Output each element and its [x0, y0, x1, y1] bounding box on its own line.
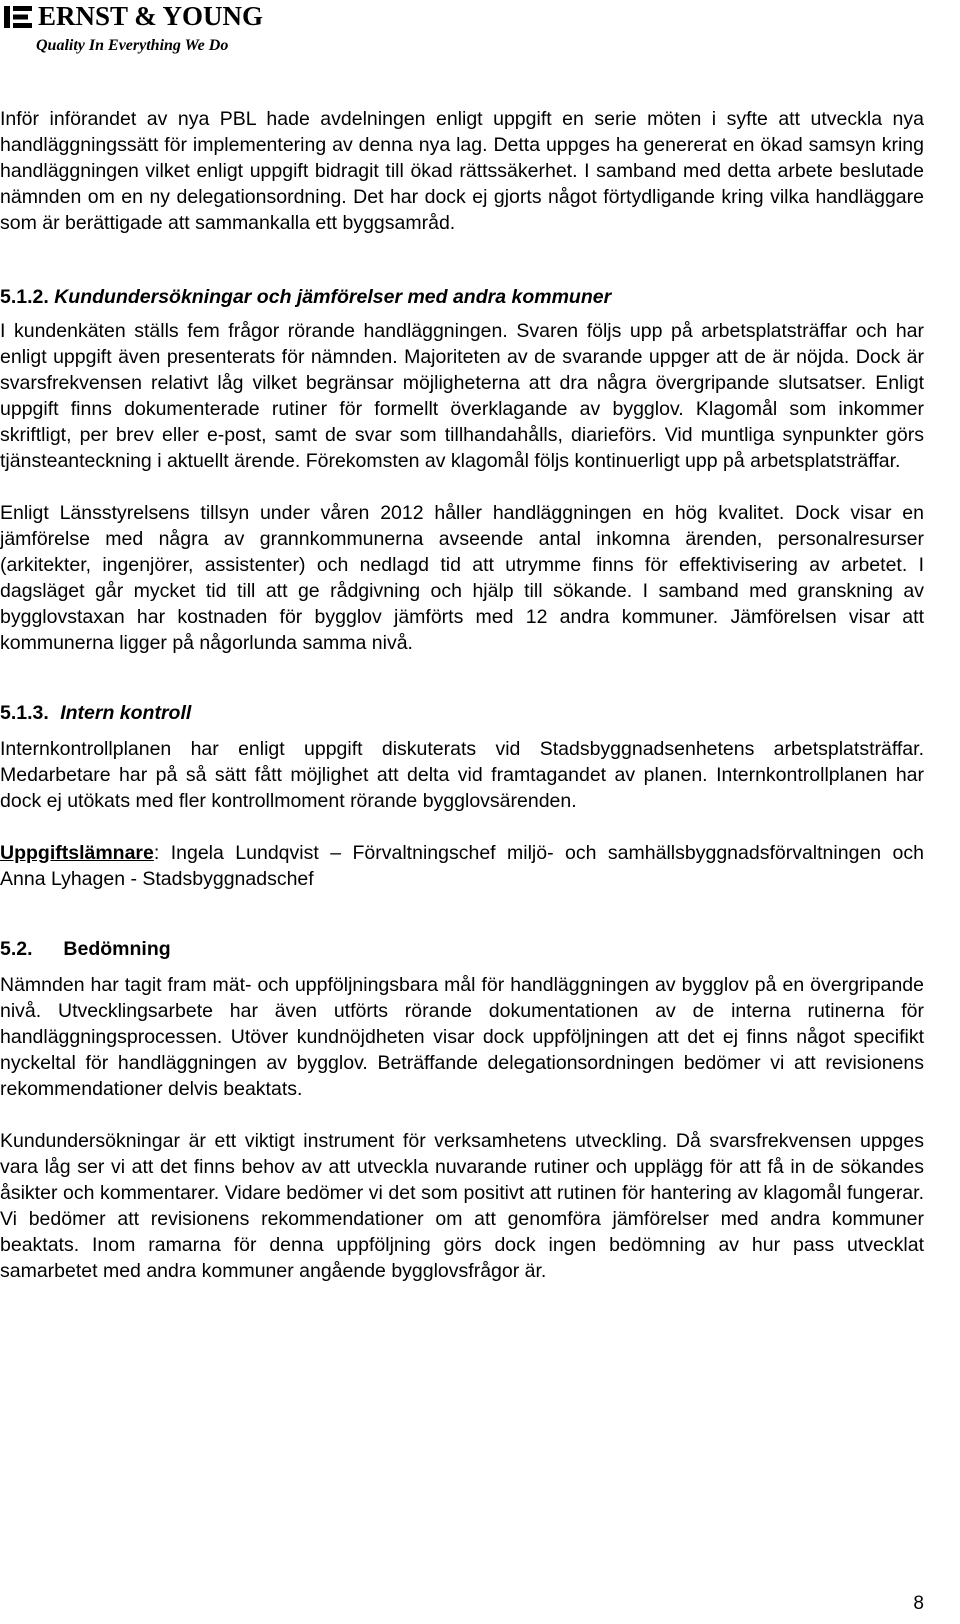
- logo-brand-text: ERNST & YOUNG: [38, 1, 264, 31]
- paragraph-lansstyrelsen: Enligt Länsstyrelsens tillsyn under våren 2012 håller handläggningen en hög kvalitet. Dock visar en jämförelse med några av grannkommunerna avseende antal inkomna ärenden, personalresurser (arkitekter, ingenjörer, assistenter) och nedlagd tid att utrymme finns för effektivisering av arbetet. I dagsläget går mycket tid till att ge rådgivning och hjälp till sökande. I samband med granskning av bygglovstaxan har kostnaden för bygglov jämförts med 12 andra kommuner. Jämförelsen visar att kommunerna ligger på någorlunda samma nivå.: [0, 502, 924, 654]
- informant-label: Uppgiftslämnare: [0, 842, 154, 864]
- section-title: Bedömning: [63, 938, 171, 960]
- section-title: Kundundersökningar och jämförelser med andra kommuner: [54, 286, 612, 308]
- section-heading-5-2: [0, 936, 924, 962]
- paragraph-kundundersokningar: Kundundersökningar är ett viktigt instrument för verksamhetens utveckling. Då svarsfrekvensen uppges vara låg ser vi att det finns behov av att utveckla nuvarande rutiner och upplägg för att få in de sökandes åsikter och kommentarer. Vidare bedömer vi det som positivt att rutinen för hantering av klagomål fungerar. Vi bedömer att revisionens rekommendationer om att genomföra jämförelser med andra kommuner beaktats. Inom ramarna för denna uppföljning görs dock ingen bedömning av hur pass utvecklat samarbetet med andra kommuner angående bygglovsfrågor är.: [0, 1130, 924, 1282]
- section-heading-5-1-2: [0, 284, 924, 310]
- section-number: 5.2.: [0, 938, 33, 960]
- section-heading-5-1-3: [0, 700, 924, 726]
- informant-text: : Ingela Lundqvist – Förvaltningschef miljö- och samhällsbyggnadsförvaltningen och Anna Lyhagen - Stadsbyggnadschef: [0, 842, 924, 890]
- paragraph-uppgiftslamnare: [0, 840, 924, 892]
- document-body: [0, 106, 924, 1284]
- paragraph-internkontroll: Internkontrollplanen har enligt uppgift diskuterats vid Stadsbyggnadsenhetens arbetsplatsträffar. Medarbetare har på så sätt fått möjlighet att delta vid framtagandet av planen. Internkontrollplanen har dock ej utökats med fler kontrollmoment rörande bygglovsärenden.: [0, 738, 924, 812]
- paragraph-kundenkat: I kundenkäten ställs fem frågor rörande handläggningen. Svaren följs upp på arbetsplatsträffar och har enligt uppgift även presenterats för nämnden. Majoriteten av de svarande uppger att de är nöjda. Dock är svarsfrekvensen relativt låg vilket begränsar möjligheterna att dra några övergripande slutsatser. Enligt uppgift finns dokumenterade rutiner för formellt överklagande av bygglov. Klagomål som inkommer skriftligt, per brev eller e-post, samt de svar som tillhandahålls, diarieförs. Vid muntliga synpunkter görs tjänsteanteckning i aktuellt ärende. Förekomsten av klagomål följs kontinuerligt upp på arbetsplatsträffar.: [0, 320, 924, 472]
- paragraph-pbl-intro: Inför införandet av nya PBL hade avdelningen enligt uppgift en serie möten i syfte att utveckla nya handläggningssätt för implementering av denna nya lag. Detta uppges ha genererat en ökad samsyn kring handläggningen vilket enligt uppgift bidragit till ökad rättssäkerhet. I samband med detta arbete beslutade nämnden om en ny delegationsordning. Det har dock ej gjorts något förtydligande kring vilka handläggare som är berättigade att sammankalla ett byggsamråd.: [0, 108, 924, 234]
- ey-logo-icon: [4, 6, 32, 28]
- logo-tagline: Quality In Everything We Do: [36, 37, 229, 54]
- section-number: 5.1.3.: [0, 702, 49, 724]
- section-number: 5.1.2.: [0, 286, 49, 308]
- section-title: Intern kontroll: [60, 702, 192, 724]
- paragraph-bedomning: Nämnden har tagit fram mät- och uppföljningsbara mål för handläggningen av bygglov på en övergripande nivå. Utvecklingsarbete har även utförts rörande dokumentationen av de interna rutinerna för handläggningsprocessen. Utöver kundnöjdheten visar dock uppföljningen att det ej finns något specifikt nyckeltal för handläggningen av bygglov. Beträffande delegationsordningen bedömer vi att revisionens rekommendationer delvis beaktats.: [0, 974, 924, 1100]
- page-number: 8: [913, 1593, 924, 1614]
- ernst-young-logo: [0, 0, 264, 60]
